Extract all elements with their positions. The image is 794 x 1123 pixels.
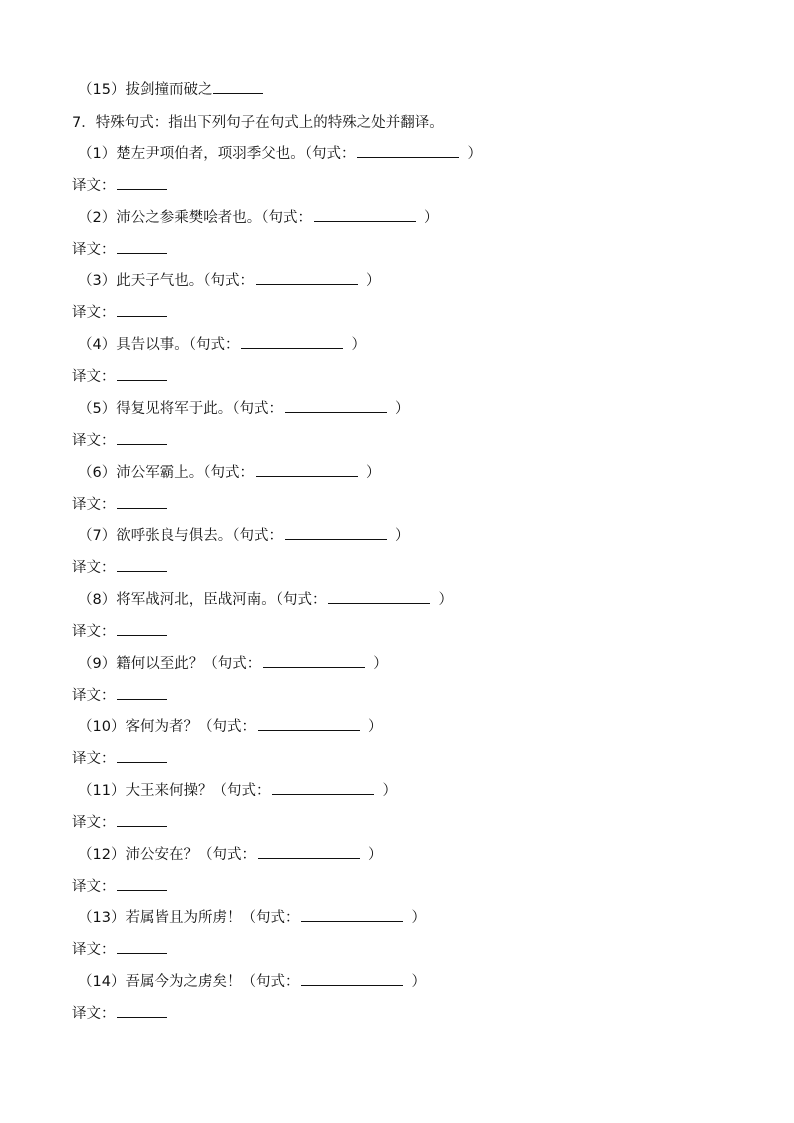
- translation-label: 译文：: [72, 1006, 116, 1022]
- pattern-close: ）: [365, 465, 381, 481]
- translation-label: 译文：: [72, 433, 116, 449]
- translation-answer-blank[interactable]: [117, 175, 167, 190]
- translation-row: [72, 557, 167, 579]
- pattern-answer-blank[interactable]: [263, 653, 365, 668]
- translation-answer-blank[interactable]: [117, 812, 167, 827]
- pattern-answer-blank[interactable]: [256, 462, 358, 477]
- pattern-label: （句式：: [241, 974, 300, 990]
- sentence-text: （3）此天子气也。: [78, 273, 204, 289]
- pattern-close: ）: [373, 656, 388, 672]
- translation-answer-blank[interactable]: [117, 621, 167, 636]
- translation-row: [72, 939, 167, 961]
- translation-label: 译文：: [72, 624, 116, 640]
- translation-answer-blank[interactable]: [117, 557, 167, 572]
- pattern-close: ）: [411, 974, 426, 990]
- pattern-label: （句式：: [203, 465, 254, 481]
- pattern-answer-blank[interactable]: [328, 589, 430, 604]
- sentence-text: （9）籍何以至此？: [78, 656, 204, 672]
- translation-answer-blank[interactable]: [117, 939, 167, 954]
- translation-row: [72, 876, 167, 898]
- translation-answer-blank[interactable]: [117, 366, 167, 381]
- translation-label: 译文：: [72, 815, 116, 831]
- pattern-close: ）: [438, 592, 453, 608]
- sentence-text: （1）楚左尹项伯者，项羽季父也。: [78, 146, 305, 162]
- pattern-label: （句式：: [197, 719, 256, 735]
- translation-answer-blank[interactable]: [117, 430, 167, 445]
- translation-row: [72, 302, 167, 324]
- pattern-answer-blank[interactable]: [258, 844, 360, 859]
- pattern-close: ）: [467, 146, 482, 162]
- pattern-close: ）: [411, 910, 426, 926]
- pattern-answer-blank[interactable]: [258, 716, 360, 731]
- sentence-row: [78, 525, 409, 547]
- pattern-close: ）: [365, 273, 381, 289]
- translation-answer-blank[interactable]: [117, 239, 167, 254]
- pattern-label: （句式：: [203, 273, 254, 289]
- translation-label: 译文：: [72, 751, 116, 767]
- translation-answer-blank[interactable]: [117, 302, 167, 317]
- pattern-answer-blank[interactable]: [301, 971, 403, 986]
- pattern-label: （句式：: [241, 910, 300, 926]
- pattern-answer-blank[interactable]: [314, 207, 416, 222]
- translation-label: 译文：: [72, 369, 116, 385]
- pattern-answer-blank[interactable]: [272, 780, 374, 795]
- translation-answer-blank[interactable]: [117, 876, 167, 891]
- translation-label: 译文：: [72, 560, 116, 576]
- sentence-row: [78, 398, 409, 420]
- translation-label: 译文：: [72, 688, 116, 704]
- sentence-row: [78, 780, 397, 802]
- pattern-label: （句式：: [275, 592, 327, 608]
- question-7-title: 7．特殊句式：指出下列句子在句式上的特殊之处并翻译。: [72, 115, 444, 131]
- sentence-text: （14）吾属今为之虏矣！: [78, 974, 242, 990]
- sentence-row: [78, 462, 380, 484]
- pattern-close: ）: [367, 847, 383, 863]
- sentence-text: （7）欲呼张良与俱去。: [78, 528, 233, 544]
- pattern-answer-blank[interactable]: [241, 334, 343, 349]
- translation-row: [72, 494, 167, 516]
- sentence-row: [78, 844, 382, 866]
- sentence-text: （4）具告以事。: [78, 337, 189, 353]
- sentence-text: （2）沛公之参乘樊哙者也。: [78, 210, 262, 226]
- pattern-close: ）: [351, 337, 366, 353]
- translation-answer-blank[interactable]: [117, 494, 167, 509]
- translation-label: 译文：: [72, 942, 116, 958]
- sentence-row: [78, 270, 380, 292]
- pattern-close: ）: [394, 528, 410, 544]
- pattern-close: ）: [423, 210, 439, 226]
- sentence-row: [78, 653, 388, 675]
- sentence-text: （13）若属皆且为所虏！: [78, 910, 242, 926]
- sentence-row: [78, 207, 438, 229]
- pattern-answer-blank[interactable]: [285, 525, 387, 540]
- pattern-answer-blank[interactable]: [301, 907, 403, 922]
- translation-answer-blank[interactable]: [117, 1003, 167, 1018]
- pattern-answer-blank[interactable]: [357, 143, 459, 158]
- pattern-label: （句式：: [212, 783, 271, 799]
- translation-label: 译文：: [72, 497, 116, 513]
- pattern-label: （句式：: [232, 401, 283, 417]
- translation-row: [72, 430, 167, 452]
- pattern-label: （句式：: [197, 847, 256, 863]
- sentence-row: [78, 907, 426, 929]
- sentence-text: （11）大王来何操？: [78, 783, 213, 799]
- sentence-text: （6）沛公军霸上。: [78, 465, 204, 481]
- translation-row: [72, 175, 167, 197]
- sentence-text: （8）将军战河北，臣战河南。: [78, 592, 276, 608]
- item-15-text: （15）拔剑撞而破之: [78, 82, 213, 98]
- answer-blank[interactable]: [213, 79, 263, 94]
- translation-row: [72, 685, 167, 707]
- translation-answer-blank[interactable]: [117, 685, 167, 700]
- translation-row: [72, 812, 167, 834]
- sentence-text: （10）客何为者？: [78, 719, 198, 735]
- translation-label: 译文：: [72, 879, 116, 895]
- sentence-text: （5）得复见将军于此。: [78, 401, 233, 417]
- translation-row: [72, 621, 167, 643]
- pattern-answer-blank[interactable]: [285, 398, 387, 413]
- pattern-label: （句式：: [203, 656, 262, 672]
- pattern-close: ）: [367, 719, 383, 735]
- pattern-close: ）: [382, 783, 397, 799]
- pattern-label: （句式：: [232, 528, 283, 544]
- sentence-row: [78, 589, 453, 611]
- pattern-label: （句式：: [261, 210, 312, 226]
- translation-label: 译文：: [72, 242, 116, 258]
- sentence-row: [78, 334, 366, 356]
- translation-row: [72, 1003, 167, 1025]
- sentence-row: [78, 971, 426, 993]
- pattern-answer-blank[interactable]: [256, 270, 358, 285]
- pattern-label: （句式：: [304, 146, 356, 162]
- sentence-row: [78, 716, 382, 738]
- translation-answer-blank[interactable]: [117, 748, 167, 763]
- translation-label: 译文：: [72, 178, 116, 194]
- translation-row: [72, 748, 167, 770]
- translation-row: [72, 366, 167, 388]
- translation-label: 译文：: [72, 305, 116, 321]
- translation-row: [72, 239, 167, 261]
- question-item-15: [78, 79, 263, 101]
- pattern-close: ）: [394, 401, 410, 417]
- sentence-row: [78, 143, 482, 165]
- pattern-label: （句式：: [188, 337, 240, 353]
- sentence-text: （12）沛公安在？: [78, 847, 198, 863]
